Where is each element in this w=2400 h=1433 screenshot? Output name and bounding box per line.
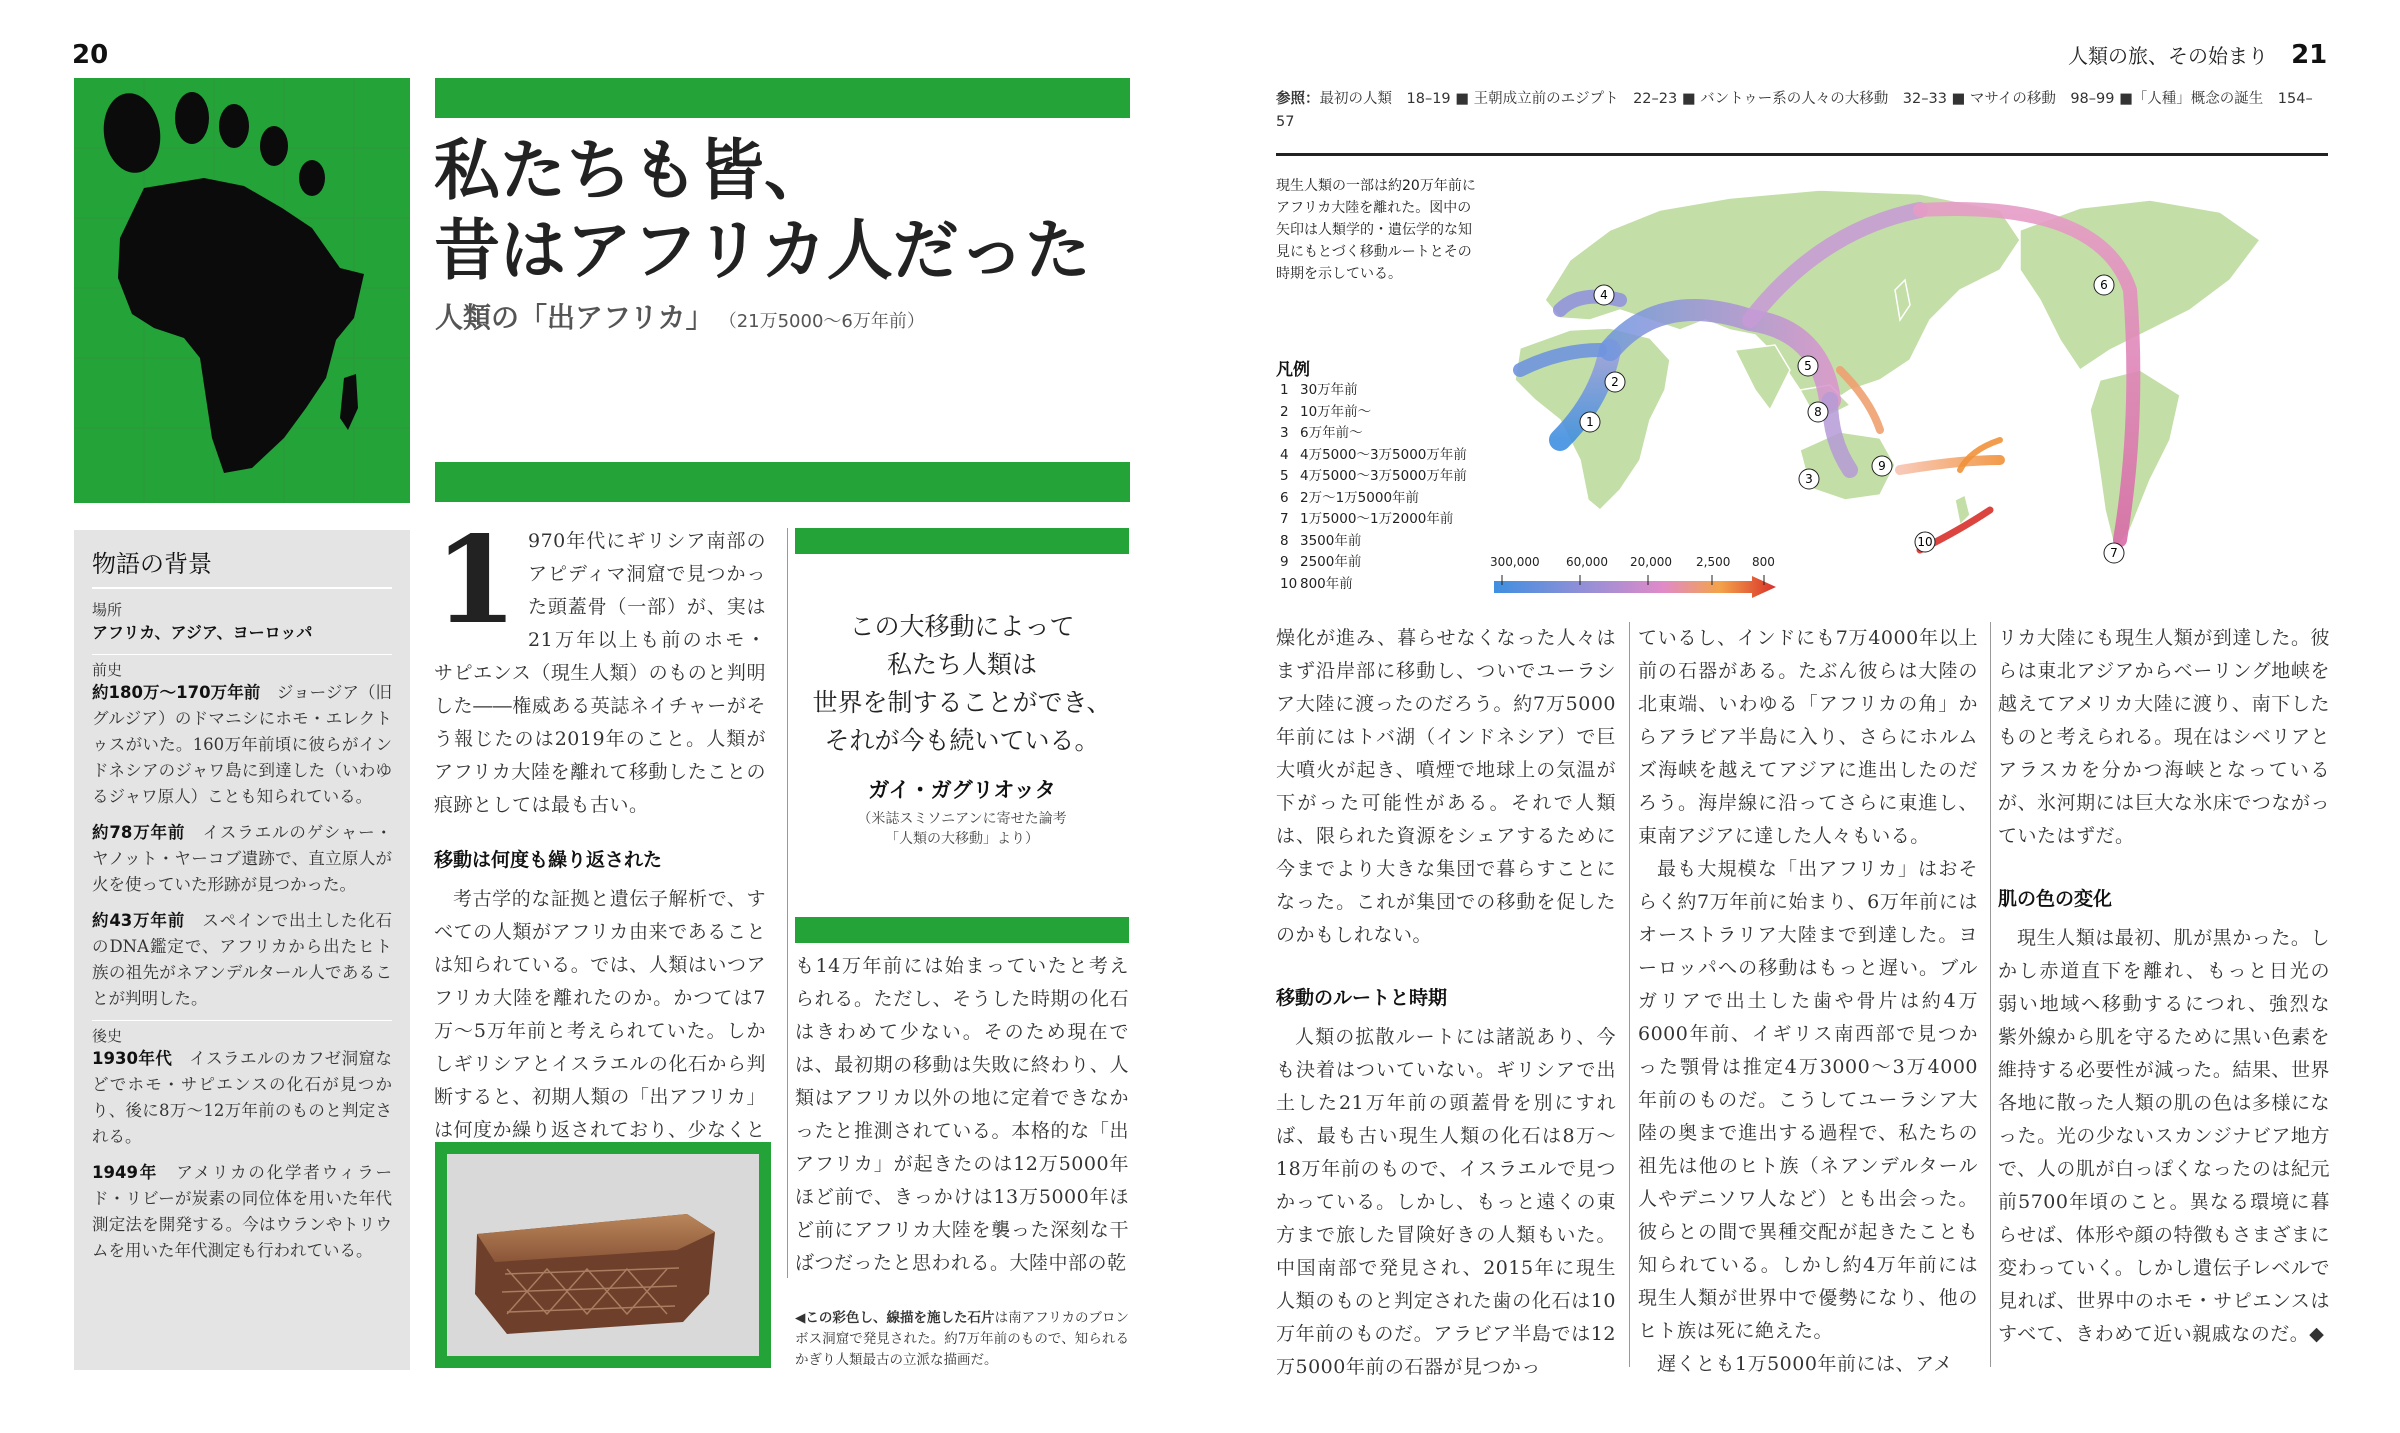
column-divider	[1629, 622, 1630, 1367]
background-sidebar: 物語の背景 場所 アフリカ、アジア、ヨーロッパ 前史 約180万～170万年前 ジョージア（旧グルジア）のドマニシにホモ・エレクトゥスがいた。160万年前頃に彼らがインドネシアのジャワ島に到達した（いわゆるジャワ原人）ことも知られている。 約78万年前 イスラエルのゲシャー・ヤノット・ヤーコブ遺跡で、直立原人が火を使っていた形跡が見つかった。 約43万年前 スペインで出土した化石のDNA鑑定で、アフリカから出たヒト族の祖先がネアンデルタール人であることが判明した。 後史 1930年代 イスラエルのカフゼ洞窟などでホモ・サピエンスの化石が見つかり、後に8万～12万年前のものと判定される。 1949年 アメリカの化学者ウィラード・リビーが炭素の同位体を用いた年代測定法を開発する。今はウランやトリウムを用いた年代測定も行われている。	[74, 530, 410, 1370]
ochre-stone-photo	[435, 1142, 771, 1368]
svg-text:9: 9	[1878, 459, 1886, 473]
engraved-stone-image	[447, 1154, 759, 1356]
route-marker-3	[1799, 469, 1819, 489]
body-column-4: ているし、インドにも7万4000年以上前の石器がある。たぶん彼らは大陸の北東端、いわゆる「アフリカの角」からアラビア半島に入り、さらにホルムズ海峡を越えてアジアに進出したのだろう。海岸線に沿ってさらに東進し、東南アジアに達した人々もいる。 最も大規模な「出アフリカ」はおそらく約7万年前に始まり、6万年前にはオーストラリア大陸まで到達した。ヨーロッパへの移動はもっと遅い。ブルガリアで出土した歯や骨片は約4万6000年前、イギリス南西部で見つかった顎骨は推定4万3000～3万4000年前のものだ。こうしてユーラシア大陸の奥まで進出する過程で、私たちの祖先は他のヒト族（ネアンデルタール人やデニソワ人など）とも出会った。彼らとの間で異種交配が起きたことも知られている。しかし約4万年前には現生人類が世界中で優勢になり、他のヒト族は死に絶えた。 遅くとも1万5000年前には、アメ	[1638, 627, 1978, 1375]
quote-bottom-bar	[795, 917, 1129, 943]
map-intro: 現生人類の一部は約20万年前にアフリカ大陸を離れた。図中の矢印は人類学的・遺伝学的な知見にもとづく移動ルートとその時期を示している。	[1276, 178, 1476, 282]
scale-label: 800	[1752, 555, 1775, 569]
legend-item: 10 800年前	[1280, 575, 1353, 592]
svg-text:8: 8	[1814, 405, 1822, 419]
legend-title: 凡例	[1276, 360, 1310, 380]
route-marker-6	[2094, 275, 2114, 295]
africa-footprint-icon	[74, 78, 410, 503]
quote-author: ガイ・ガグリオッタ	[868, 778, 1056, 802]
route-marker-10	[1915, 532, 1935, 552]
pull-quote: この大移動によって 私たち人類は 世界を制することができ、 それが今も続いている。 ガイ・ガグリオッタ （米誌スミソニアンに寄せた論考 「人類の大移動」より）	[795, 608, 1129, 848]
world-map-svg	[1500, 170, 2330, 620]
svg-text:7: 7	[2110, 546, 2118, 560]
scale-label: 60,000	[1566, 555, 1608, 569]
legend-item: 8 3500年前	[1280, 532, 1362, 549]
legend-item: 6 2万～1万5000年前	[1280, 489, 1420, 506]
body-column-1: 1 970年代にギリシア南部のアピディマ洞窟で見つかった頭蓋骨（一部）が、実は21万年以上も前のホモ・サピエンス（現生人類）のものと判明した――権威ある英誌ネイチャーがそう報じたのは2019年のこと。人類がアフリカ大陸を離れて移動したことの痕跡としては最も古い。 移動は何度も繰り返された 考古学的な証拠と遺伝子解析で、すべての人類がアフリカ由来であることは知られている。では、人類はいつアフリカ大陸を離れたのか。かつては7万～5万年前と考えられていた。しかしギリシアとイスラエルの化石から判断すると、初期人類の「出アフリカ」は何度か繰り返されており、少なくと	[434, 510, 766, 1141]
legend-item: 4 4万5000～3万5000万年前	[1280, 446, 1467, 463]
route-marker-7	[2104, 543, 2124, 563]
route-marker-2	[1605, 372, 1625, 392]
route-marker-4	[1594, 285, 1614, 305]
body-column-3: 燥化が進み、暮らせなくなった人々はまず沿岸部に移動し、ついでユーラシア大陸に渡ったのだろう。約7万5000年前にはトバ湖（インドネシア）で巨大噴火が起き、噴煙で地球上の気温が下がった可能性がある。それで人類は、限られた資源をシェアするために今までより大きな集団で暮らすことになった。これが集団での移動を促したのかもしれない。 移動のルートと時期 人類の拡散ルートには諸説あり、今も決着はついていない。ギリシアで出土した21万年前の頭蓋骨を別にすれば、最も古い現生人類の化石は8万～18万年前のもので、イスラエルで見つかっている。しかし、もっと遠くの東方まで旅した冒険好きの人類もいた。中国南部で発見され、2015年に現生人類のものと判定された歯の化石は10万年前のものだ。アラビア半島では12万5000年前の石器が見つかっ	[1276, 627, 1616, 1378]
route-marker-9	[1872, 456, 1892, 476]
svg-text:2: 2	[1611, 375, 1619, 389]
body-column-2: も14万年前には始まっていたと考えられる。ただし、そうした時期の化石はきわめて少ない。そのため現在では、最初期の移動は失敗に終わり、人類はアフリカ以外の地に定着できなかったと推測されている。本格的な「出アフリカ」が起きたのは12万5000年ほど前で、きっかけは13万5000年ほど前にアフリカ大陸を襲った深刻な干ばつだったと思われる。大陸中部の乾	[795, 955, 1129, 1274]
scale-label: 300,000	[1490, 555, 1540, 569]
title-top-bar	[435, 78, 1130, 118]
drop-cap: 1	[434, 510, 518, 651]
scale-label: 20,000	[1630, 555, 1672, 569]
migration-world-map	[1500, 170, 2330, 620]
column-divider	[1990, 622, 1991, 1367]
scale-label: 2,500	[1696, 555, 1731, 569]
legend-item: 3 6万年前～	[1280, 425, 1363, 441]
svg-text:3: 3	[1805, 472, 1813, 486]
africa-footprint-panel	[74, 78, 410, 503]
svg-text:6: 6	[2100, 278, 2108, 292]
left-page-number: 20	[72, 40, 109, 70]
running-head: 人類の旅、その始まり 21	[2068, 40, 2328, 70]
section-heading: 移動は何度も繰り返された	[434, 849, 663, 871]
title-bottom-bar	[435, 462, 1130, 502]
route-marker-8	[1808, 402, 1828, 422]
section-heading: 移動のルートと時期	[1276, 987, 1448, 1009]
quote-top-bar	[795, 528, 1129, 554]
map-legend	[1280, 380, 1467, 595]
section-heading: 肌の色の変化	[1998, 888, 2113, 910]
sidebar-entry: 約180万～170万年前 ジョージア（旧グルジア）のドマニシにホモ・エレクトゥスがいた。160万年前頃に彼らがインドネシアのジャワ島に到達した（いわゆるジャワ原人）ことも知られている。	[92, 683, 393, 806]
cross-references: 参照：最初の人類 18–19 ■ 王朝成立前のエジプト 22–23 ■ バントゥー系の人々の大移動 32–33 ■ マサイの移動 98–99 ■「人種」概念の誕生 154–57	[1276, 91, 2313, 130]
legend-item: 2 10万年前～	[1280, 403, 1372, 420]
svg-text:4: 4	[1600, 288, 1608, 302]
sidebar-entry: 約43万年前 スペインで出土した化石のDNA鑑定で、アフリカから出たヒト族の祖先がネアンデルタール人であることが判明した。	[92, 911, 393, 1008]
sidebar-entry: 1949年 アメリカの化学者ウィラード・リビーが炭素の同位体を用いた年代測定法を開発する。今はウランやトリウムを用いた年代測定も行われている。	[92, 1163, 393, 1260]
sidebar-heading: 物語の背景	[92, 544, 392, 589]
legend-item: 5 4万5000～3万5000万年前	[1280, 468, 1467, 484]
legend-item: 1 30万年前	[1280, 382, 1358, 398]
legend-item: 9 2500年前	[1280, 554, 1362, 570]
route-marker-5	[1798, 356, 1818, 376]
body-column-5: リカ大陸にも現生人類が到達した。彼らは東北アジアからベーリング地峡を越えてアメリカ大陸に渡り、南下したものと考えられる。現在はシベリアとアラスカを分かつ海峡となっているが、氷河期には巨大な氷床でつながっていたはずだ。 肌の色の変化 現生人類は最初、肌が黒かった。しかし赤道直下を離れ、もっと日光の弱い地域へ移動するにつれ、強烈な紫外線から肌を守るために黒い色素を維持する必要性が減った。結果、世界各地に散った人類の肌の色は多様になった。光の少ないスカンジナビア地方で、人の肌が白っぽくなったのは紀元前5700年頃のこと。異なる環境に暮らせば、体形や顔の特徴もさまざまに変わっていく。しかし遺伝子レベルで見れば、世界中のホモ・サピエンスはすべて、きわめて近い親戚なのだ。◆	[1998, 627, 2330, 1345]
page-subtitle: 人類の「出アフリカ」 （21万5000～6万年前）	[435, 301, 925, 334]
refs-rule	[1276, 153, 2328, 156]
photo-caption: ◀この彩色し、線描を施した石片は南アフリカのブロンボス洞窟で発見された。約7万年前のもので、知られるかぎり人類最古の立派な描画だ。	[795, 1310, 1129, 1368]
column-divider	[787, 528, 788, 1278]
svg-text:1: 1	[1586, 415, 1594, 429]
svg-text:10: 10	[1917, 535, 1933, 549]
route-marker-1	[1580, 412, 1600, 432]
legend-item: 7 1万5000～1万2000年前	[1280, 511, 1454, 527]
svg-text:5: 5	[1804, 359, 1812, 373]
right-page-number: 21	[2291, 40, 2328, 70]
page-title: 私たちも皆、 昔はアフリカ人だった	[434, 131, 1091, 289]
sidebar-entry: 約78万年前 イスラエルのゲシャー・ヤノット・ヤーコブ遺跡で、直立原人が火を使っていた形跡が見つかった。	[92, 823, 392, 894]
sidebar-entry: 1930年代 イスラエルのカフゼ洞窟などでホモ・サピエンスの化石が見つかり、後に8万～12万年前のものと判定される。	[92, 1049, 393, 1146]
intro-paragraph: 1 970年代にギリシア南部のアピディマ洞窟で見つかった頭蓋骨（一部）が、実は21万年以上も前のホモ・サピエンス（現生人類）のものと判明した――権威ある英誌ネイチャーがそう報じたのは2019年のこと。人類がアフリカ大陸を離れて移動したことの痕跡としては最も古い。	[434, 510, 766, 816]
